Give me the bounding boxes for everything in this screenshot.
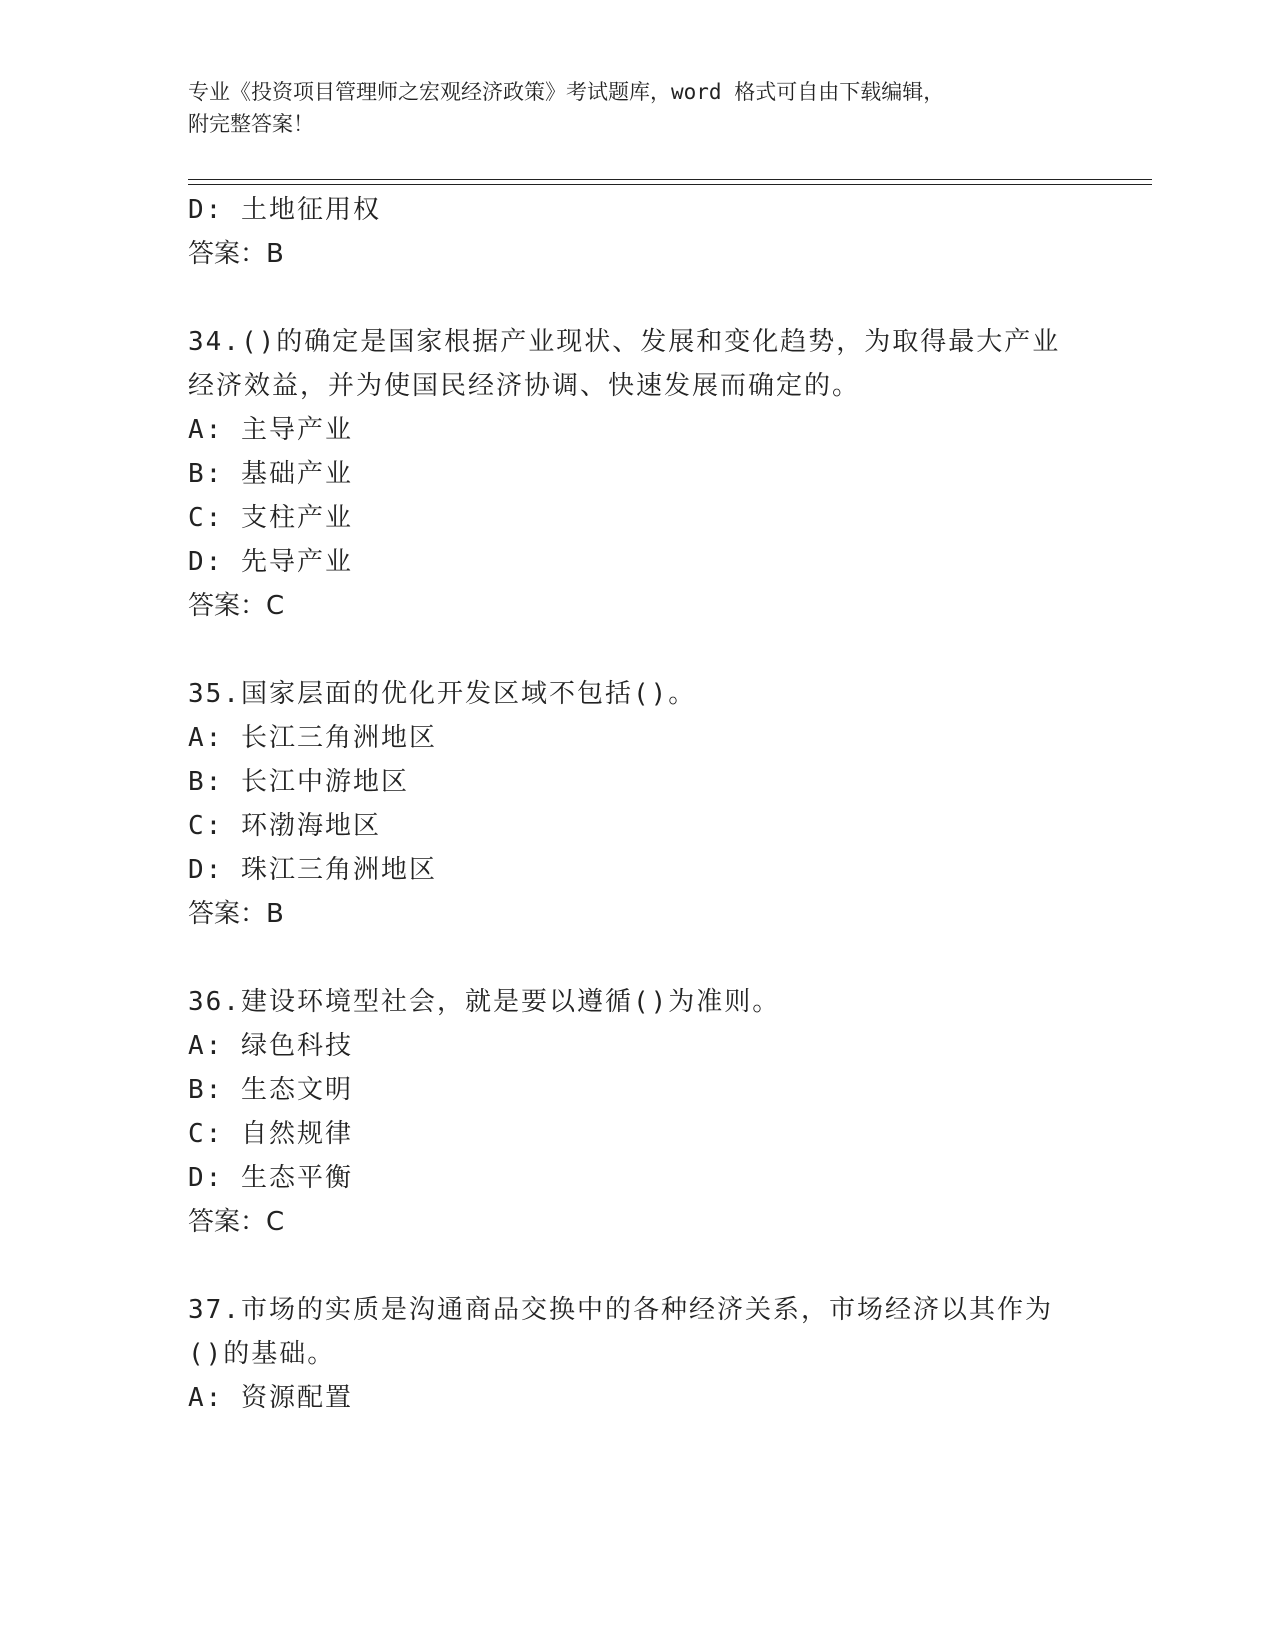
q36-option-a: A: 绿色科技 [188, 1031, 353, 1061]
q35-option-c: C: 环渤海地区 [188, 811, 381, 841]
q35-answer: 答案：B [188, 899, 284, 929]
q36-answer: 答案：C [188, 1207, 285, 1237]
q37-stem-line-1: 37.市场的实质是沟通商品交换中的各种经济关系，市场经济以其作为 [188, 1295, 1053, 1325]
q34-option-c: C: 支柱产业 [188, 503, 353, 533]
q37-option-a: A: 资源配置 [188, 1383, 353, 1413]
q36-option-d: D: 生态平衡 [188, 1163, 353, 1193]
header-divider-bottom [188, 184, 1152, 185]
q34-stem-line-2: 经济效益，并为使国民经济协调、快速发展而确定的。 [188, 371, 861, 401]
q35-option-b: B: 长江中游地区 [188, 767, 409, 797]
q35-option-a: A: 长江三角洲地区 [188, 723, 437, 753]
q34-option-b: B: 基础产业 [188, 459, 353, 489]
q34-stem-line-1: 34.()的确定是国家根据产业现状、发展和变化趋势，为取得最大产业 [188, 327, 1061, 357]
q35-stem-line-1: 35.国家层面的优化开发区域不包括()。 [188, 679, 697, 709]
document-header [188, 76, 1088, 140]
prev-answer: 答案：B [188, 239, 284, 269]
prev-option-d: D: 土地征用权 [188, 195, 381, 225]
header-divider-top [188, 179, 1152, 180]
q36-option-c: C: 自然规律 [188, 1119, 353, 1149]
q37-stem-line-2: ()的基础。 [188, 1339, 336, 1369]
q36-option-b: B: 生态文明 [188, 1075, 353, 1105]
q34-option-d: D: 先导产业 [188, 547, 353, 577]
q35-option-d: D: 珠江三角洲地区 [188, 855, 437, 885]
q36-stem-line-1: 36.建设环境型社会，就是要以遵循()为准则。 [188, 987, 781, 1017]
header-line-1: 专业《投资项目管理师之宏观经济政策》考试题库，word 格式可自由下载编辑， [188, 80, 945, 104]
header-line-2: 附完整答案！ [188, 112, 314, 136]
q34-option-a: A: 主导产业 [188, 415, 353, 445]
q34-answer: 答案：C [188, 591, 285, 621]
